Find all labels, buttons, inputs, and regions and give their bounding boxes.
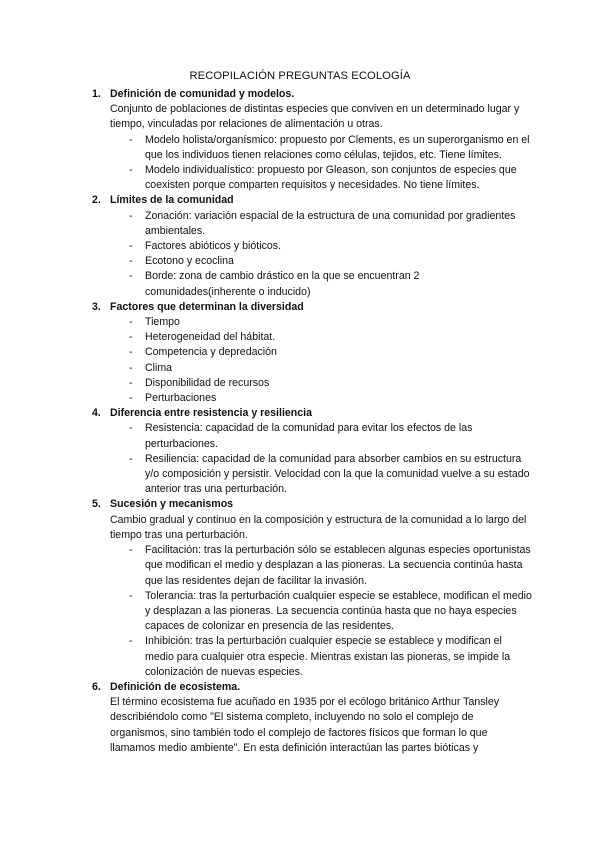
list-item [92, 391, 532, 406]
dash-bullet-icon: - [129, 164, 133, 177]
dash-bullet-icon: - [129, 133, 133, 146]
section-paragraph: El término ecosistema fue acuñado en 1935 por el ecólogo británico Arthur Tansley describiéndolo como "El sistema completo, incluyendo no solo el complejo de organismos, sino también todo el complejo de factores físicos que forman lo que llamamos medio ambiente". En esta definición interactúan las partes bióticas y [110, 696, 500, 754]
section-number: 2. [92, 194, 101, 207]
list-item [92, 133, 532, 163]
dash-bullet-icon: - [129, 589, 133, 602]
section-4 [92, 406, 532, 497]
dash-bullet-icon: - [129, 270, 133, 283]
section-6 [92, 680, 532, 756]
list-item [92, 163, 532, 193]
dash-bullet-icon: - [129, 361, 133, 374]
list-item [92, 589, 532, 635]
dash-bullet-icon: - [129, 422, 133, 435]
dash-bullet-icon: - [129, 240, 133, 253]
dash-bullet-icon: - [129, 544, 133, 557]
dash-bullet-icon: - [129, 452, 133, 465]
section-number: 5. [92, 498, 101, 511]
list-item-text: Facilitación: tras la perturbación sólo se establecen algunas especies oportunistas que modifican el medio y desplazan a las pioneras. La secuencia continúa hasta que las residentes dejan de facilitar la invasión. [145, 544, 531, 587]
list-item-text: Ecotono y ecoclina [145, 255, 234, 268]
section-heading-text: Definición de ecosistema. [110, 680, 241, 693]
dash-bullet-icon: - [129, 316, 133, 329]
document-content [92, 87, 532, 756]
list-item [92, 376, 532, 391]
dash-bullet-icon: - [129, 331, 133, 344]
section-heading-text: Factores que determinan la diversidad [110, 300, 304, 313]
section-heading [92, 87, 532, 102]
list-item-text: Heterogeneidad del hábitat. [145, 331, 276, 344]
section-paragraph: Conjunto de poblaciones de distintas especies que conviven en un determinado lugar y tiempo, vinculadas por relaciones de alimentación u otras. [110, 103, 520, 131]
section-heading [92, 300, 532, 315]
list-item [92, 421, 532, 451]
dash-bullet-icon: - [129, 209, 133, 222]
list-item [92, 543, 532, 589]
section-5 [92, 497, 532, 679]
list-item-text: Tiempo [145, 316, 180, 329]
list-item-text: Zonación: variación espacial de la estructura de una comunidad por gradientes ambientales. [145, 209, 516, 237]
section-number: 6. [92, 680, 101, 693]
list-item [92, 315, 532, 330]
list-item-text: Disponibilidad de recursos [145, 376, 270, 389]
bullet-list [92, 209, 532, 300]
list-item [92, 361, 532, 376]
list-item [92, 254, 532, 269]
list-item-text: Tolerancia: tras la perturbación cualquier especie se establece, modifican el medio y desplazan a las pioneras. La secuencia continúa hasta que no haya especies capaces de colonizar en presencia de las residentes. [145, 589, 532, 633]
bullet-list [92, 543, 532, 680]
list-item-text: Clima [145, 361, 173, 374]
list-item-text: Competencia y depredación [145, 346, 277, 359]
bullet-list [92, 315, 532, 406]
section-number: 1. [92, 88, 101, 100]
list-item-text: Resistencia: capacidad de la comunidad para evitar los efectos de las perturbaciones. [145, 422, 473, 450]
section-heading-text: Definición de comunidad y modelos. [110, 88, 295, 100]
bullet-list [92, 133, 532, 194]
section-heading [92, 193, 532, 208]
section-number: 3. [92, 300, 101, 313]
section-paragraph: Cambio gradual y continuo en la composición y estructura de la comunidad a lo largo del tiempo tras una perturbación. [110, 513, 527, 541]
list-item [92, 634, 532, 680]
list-item [92, 330, 532, 345]
dash-bullet-icon: - [129, 376, 133, 389]
section-number: 4. [92, 407, 101, 420]
list-item [92, 452, 532, 498]
dash-bullet-icon: - [129, 346, 133, 359]
list-item [92, 209, 532, 239]
list-item-text: Inhibición: tras la perturbación cualquier especie se establece y modifican el medio para cualquier otra especie. Mientras existan las pioneras, se impide la colonización de nuevas especies. [145, 635, 511, 678]
dash-bullet-icon: - [129, 255, 133, 268]
list-item-text: Modelo individualístico: propuesto por Gleason, son conjuntos de especies que coexisten porque comparten requisitos y necesidades. No tiene límites. [145, 164, 517, 192]
dash-bullet-icon: - [129, 392, 133, 405]
list-item [92, 269, 532, 299]
section-heading [92, 680, 532, 695]
list-item-text: Factores abióticos y bióticos. [145, 240, 282, 253]
section-heading [92, 497, 532, 512]
list-item-text: Borde: zona de cambio drástico en la que se encuentran 2 comunidades(inherente o inducido) [145, 270, 420, 298]
section-heading-text: Sucesión y mecanismos [110, 498, 234, 511]
document-title: RECOPILACIÓN PREGUNTAS ECOLOGÍA [189, 70, 411, 82]
list-item-text: Perturbaciones [145, 392, 217, 405]
list-item [92, 345, 532, 360]
list-item [92, 239, 532, 254]
list-item-text: Resiliencia: capacidad de la comunidad para absorber cambios en su estructura y/o composición y persistir. Velocidad con la que la comunidad vuelve a su estado anterior tras una perturbación. [145, 452, 530, 496]
dash-bullet-icon: - [129, 635, 133, 648]
bullet-list [92, 421, 532, 497]
section-3 [92, 300, 532, 406]
section-2 [92, 193, 532, 299]
section-heading-text: Límites de la comunidad [110, 194, 234, 207]
section-heading [92, 406, 532, 421]
list-item-text: Modelo holista/organísmico: propuesto por Clements, es un superorganismo en el que los individuos tienen relaciones como células, tejidos, etc. Tiene límites. [145, 133, 530, 161]
section-1 [92, 87, 532, 193]
section-heading-text: Diferencia entre resistencia y resiliencia [110, 407, 312, 420]
